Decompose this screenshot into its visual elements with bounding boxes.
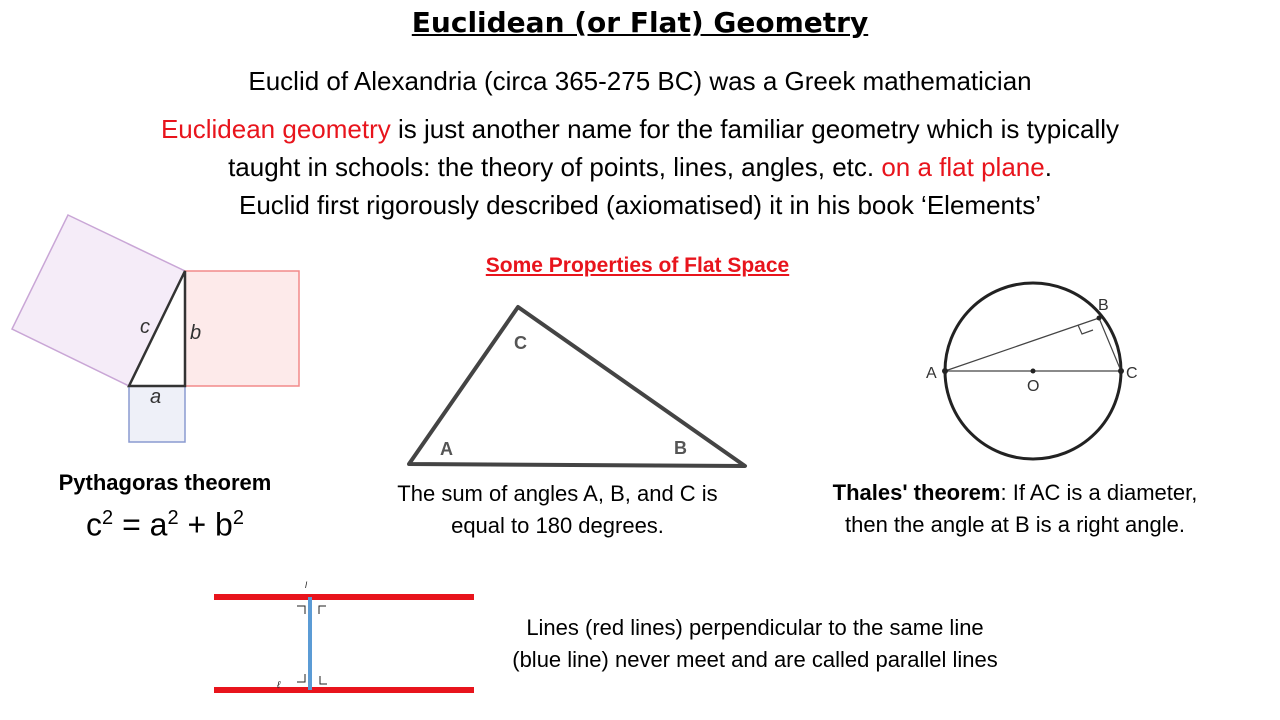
thales-caption-line-1: [780, 477, 1250, 509]
right-angle-mark: [1078, 325, 1093, 334]
triangle-diagram: [395, 295, 760, 480]
point-c: [1118, 368, 1124, 374]
label-c: c: [140, 316, 150, 338]
intro-line: Euclid of Alexandria (circa 365-275 BC) was a Greek mathematician: [248, 66, 1032, 96]
triangle-abc: [409, 307, 745, 466]
label-a: a: [150, 386, 162, 408]
definition-text-1: is just another name for the familiar geometry which is typically: [390, 114, 1120, 144]
line-mark-top: l: [305, 580, 307, 590]
triangle-caption-line-2: equal to 180 degrees.: [451, 513, 664, 538]
thales-caption-line-2: then the angle at B is a right angle.: [844, 512, 1185, 537]
parallel-lines-diagram: [205, 575, 480, 700]
definition-text-2: taught in schools: the theory of points, lines, angles, etc.: [228, 152, 882, 182]
definition-line-1: [0, 110, 1280, 148]
square-b: [185, 271, 299, 386]
thales-caption-rest: : If AC is a diameter,: [1000, 480, 1198, 505]
definition-text-2-end: .: [1044, 152, 1052, 182]
parallel-caption: [440, 612, 1070, 676]
thales-theorem-name: Thales' theorem: [832, 480, 1001, 505]
formula-plus: +: [178, 506, 216, 543]
right-angle-mark-top-left: [297, 606, 305, 614]
pythagoras-caption: Pythagoras theorem: [58, 470, 272, 495]
square-c: [12, 215, 185, 386]
point-b: [1097, 316, 1102, 321]
triangle-caption: [355, 478, 760, 542]
formula-exp-a: 2: [167, 507, 179, 529]
parallel-caption-line-1: Lines (red lines) perpendicular to the same line: [526, 615, 984, 640]
definition-line-2: [0, 148, 1280, 186]
right-angle-mark-top-right: [319, 606, 326, 614]
formula-exp-b: 2: [232, 507, 244, 529]
term-flat-plane: on a flat plane: [881, 152, 1045, 182]
formula-exp-c: 2: [102, 507, 114, 529]
chord-ab: [945, 318, 1099, 371]
parallel-caption-line-2: (blue line) never meet and are called parallel lines: [512, 647, 998, 672]
thales-caption: [780, 477, 1250, 541]
point-o: [1031, 369, 1036, 374]
label-point-o: O: [1027, 378, 1040, 395]
label-point-a: A: [926, 365, 937, 382]
label-point-b: B: [1098, 297, 1109, 314]
label-point-c: C: [1126, 365, 1138, 382]
triangle-caption-line-1: The sum of angles A, B, and C is: [397, 481, 718, 506]
line-mark-bottom: ℓ: [277, 680, 281, 691]
formula-equals: =: [113, 506, 150, 543]
page-title: Euclidean (or Flat) Geometry: [411, 6, 869, 39]
pythagoras-formula: [20, 498, 310, 545]
definition-line-3: Euclid first rigorously described (axiomatised) it in his book ‘Elements’: [239, 190, 1041, 220]
pythagoras-diagram: [0, 205, 320, 455]
label-angle-a: A: [440, 439, 453, 459]
formula-c: c: [86, 506, 103, 543]
formula-a: a: [149, 506, 168, 543]
thales-diagram: [920, 280, 1150, 465]
term-euclidean-geometry: Euclidean geometry: [160, 114, 391, 144]
label-b: b: [190, 322, 202, 344]
formula-b: b: [215, 506, 233, 543]
label-angle-c: C: [514, 333, 527, 353]
right-angle-mark-bottom-left: [297, 674, 305, 682]
label-angle-b: B: [674, 438, 687, 458]
section-heading: Some Properties of Flat Space: [485, 254, 790, 277]
point-a: [942, 368, 948, 374]
right-angle-mark-bottom-right: [320, 676, 327, 684]
